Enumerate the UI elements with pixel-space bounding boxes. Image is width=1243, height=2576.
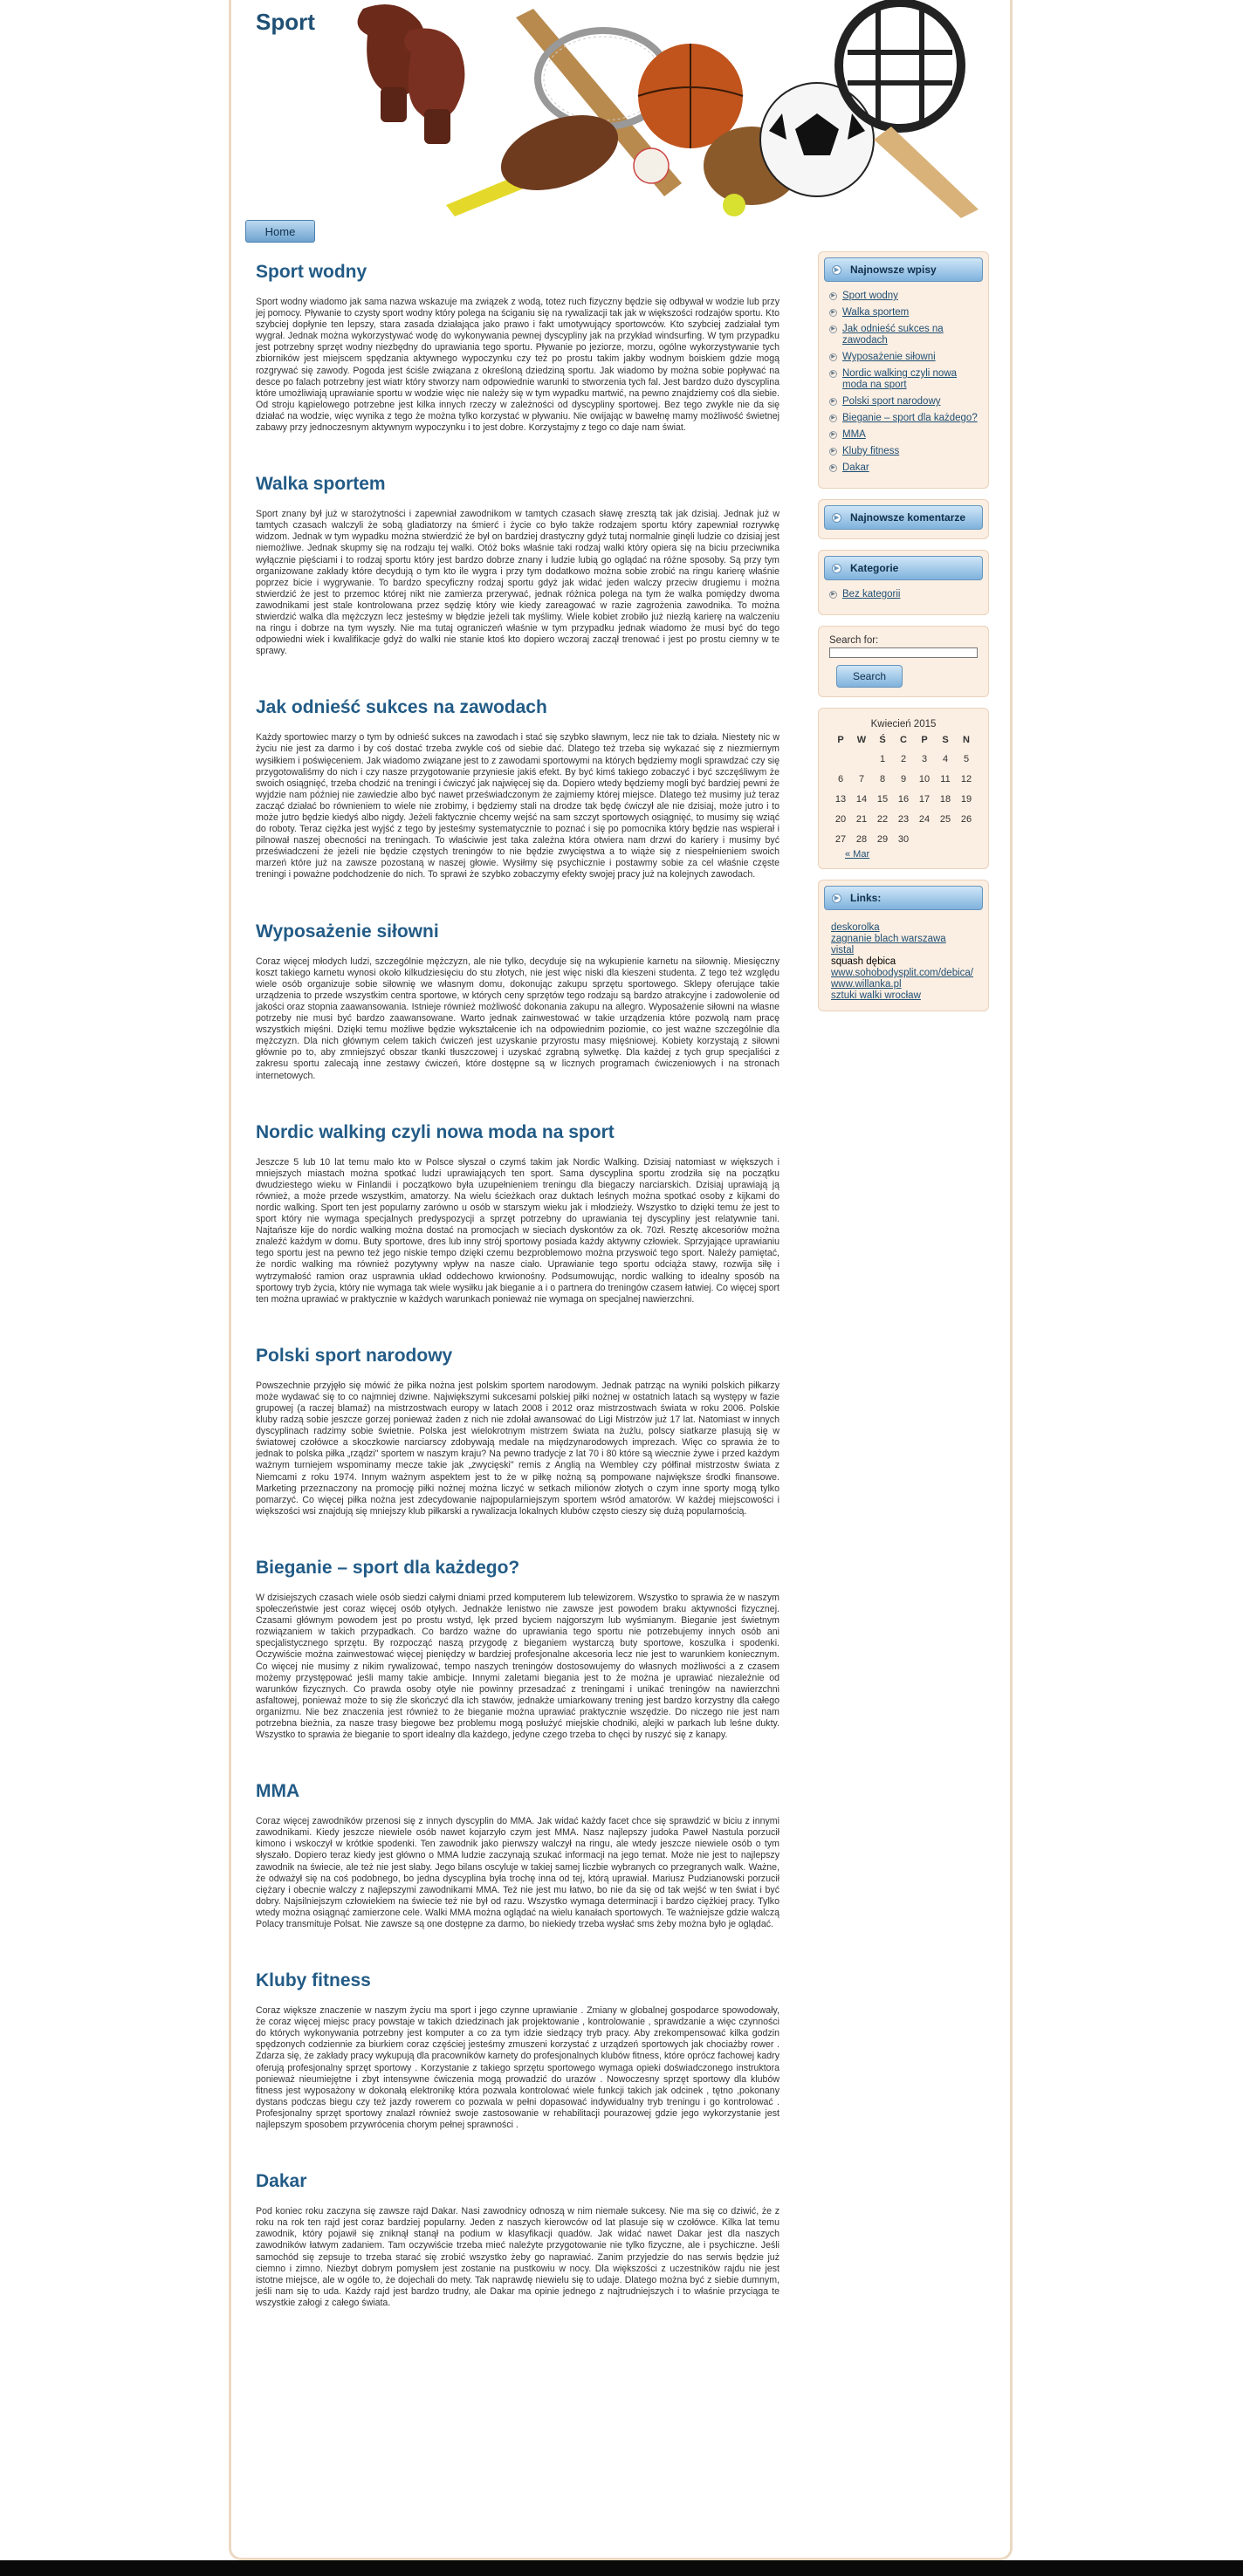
calendar-day: 17 bbox=[918, 793, 931, 805]
post bbox=[256, 1970, 779, 2131]
categories-widget bbox=[818, 550, 989, 615]
calendar-day: 15 bbox=[876, 793, 889, 805]
list-item bbox=[829, 462, 983, 474]
arrow-right-icon: ▶ bbox=[829, 370, 837, 378]
external-link[interactable]: sztuki walki wrocław bbox=[831, 990, 921, 1001]
post-title[interactable]: Kluby fitness bbox=[256, 1970, 371, 1991]
arrow-right-icon: ▶ bbox=[829, 431, 837, 439]
recent-post-link[interactable]: Kluby fitness bbox=[842, 446, 900, 456]
sidebar bbox=[818, 251, 989, 1022]
widget-header bbox=[824, 556, 983, 580]
calendar-day: 9 bbox=[900, 773, 907, 784]
search-label: Search for: bbox=[829, 635, 879, 646]
calendar-day: 23 bbox=[897, 813, 910, 825]
list-item bbox=[829, 307, 983, 319]
post-title[interactable]: Bieganie – sport dla każdego? bbox=[256, 1557, 520, 1578]
post-body: Sport znany był już w starożytności i zapewniał zawodnikom w tamtych czasach sławę zresztą tak jak dzisiaj. Jednak już w tamtych czasach walczyli że sobą gladiatorzy na śmierć i życie co było także rodzajem sportu który zapewniał rozrywkę widzom. Jednak w tym wypadku można stwierdzić że był on bardziej drastyczny gdyż tutaj normalnie ginęli ludzie co dzisiaj jest niemożliwe. Jednak skupmy się na rodzaju tej walki. Otóż boks właśnie taki rodzaj walki który opiera się na biciu przeciwnika wyłącznie pięściami i to rodzaj sportu który jest bardzo dobrze znany i ludzie lubią go oglądać na różne sposoby. Są przy tym organizowane zakłady które decydują o tym kto ile wygra i przy tym dodatkowo można sobie zrobić na ringu karierę właśnie poprzez bicie i wygrywanie. To bardzo specyficzny rodzaj sportu gdyż jak widać jeden walczy przeciw drugiemu i można stwierdzić że jest to przemoc której nikt nie zamierza przerywać, jednak różnica polega na tym że walka pomiędzy dwoma zawodnikami jest stale kontrolowana przez sędzię który wie kiedy zareagować w razie zagrożenia zawodnika. To można stwierdzić walka dla mężczyzn lecz jesteśmy w błędzie jeżeli tak myślimy. Wiele kobiet zrobiło już niezłą karierę na walczeniu na ringu i dobrze na tym wyszły. Nie ma tutaj ograniczeń właśnie w tym przypadku jednak wiadomo że musi być do tego odpowiedni wiek i kwalifikacje gdyż do walki nie stanie ktoś kto dopiero wczoraj zaczął trenować i jest po prostu ciemny w te sprawy. bbox=[256, 509, 779, 657]
calendar-day: 19 bbox=[960, 793, 972, 805]
list-item bbox=[829, 396, 983, 408]
recent-posts-widget bbox=[818, 251, 989, 489]
post bbox=[256, 1558, 779, 1741]
arrow-right-icon: ▶ bbox=[832, 265, 841, 275]
calendar-day: 5 bbox=[963, 753, 970, 764]
widget-title: Links: bbox=[850, 892, 882, 904]
calendar-day bbox=[956, 829, 977, 849]
post-title[interactable]: Nordic walking czyli nowa moda na sport bbox=[256, 1121, 615, 1142]
arrow-right-icon: ▶ bbox=[832, 513, 841, 523]
list-item bbox=[829, 368, 983, 391]
calendar-day bbox=[830, 749, 851, 769]
arrow-right-icon: ▶ bbox=[829, 464, 837, 472]
post-body: Coraz więcej zawodników przenosi się z innych dyscyplin do MMA. Jak widać każdy facet chce się sprawdzić w biciu z innymi zawodnikami. Kiedy jeszcze niewiele osób nawet kojarzyło czym jest MMA. Nasz najlepszy judoka Paweł Nastula porzucił kimono i wskoczył w krótkie spodenki. Ten zawodnik jako pierwszy walczył na ringu, ale wtedy jeszcze niewiele osób o tym słyszało. Dopiero teraz kiedy jest główno o MMA ludzie zaczynają szukać informacji na jego temat. Może nie jest to najlepszy zawodnik na świecie, ale też nie jest słaby. Jego bilans oscyluje w takiej samej liczbie wybranych co przegranych walk. Ważne, że odważył się na coś podobnego, bo jedna dyscyplina była trochę inna od tej, którą uprawiał. Mariusz Pudzianowski porzucił ciężary i obecnie walczy z najlepszymi zawodnikami MMA. Też nie jest mu łatwo, bo nie da się od tak wejść w ten świat i być dobry. Najsilniejszym człowiekiem na świecie też nie był od razu. Wszystko wymaga determinacji i bardzo ciężkiej pracy. Tylko wtedy można osiągnąć zamierzone cele. Walki MMA można oglądać na wielu kanałach sportowych. Te ważniejsze gdzie walczą Polacy transmituje Polsat. Nie zawsze są one dostępne za darmo, bo niekiedy trzeba wysłać sms żeby można było je oglądać. bbox=[256, 1816, 780, 1929]
external-link[interactable]: zagnanie blach warszawa bbox=[831, 934, 946, 944]
search-button[interactable]: Search bbox=[836, 665, 903, 688]
post-title[interactable]: Polski sport narodowy bbox=[256, 1345, 453, 1366]
calendar-day: 1 bbox=[879, 753, 886, 764]
post-title[interactable]: Dakar bbox=[256, 2171, 307, 2192]
arrow-right-icon: ▶ bbox=[829, 353, 837, 361]
search-widget bbox=[818, 626, 989, 697]
calendar-day: 3 bbox=[921, 753, 928, 764]
sports-banner-image bbox=[315, 0, 987, 218]
arrow-right-icon: ▶ bbox=[832, 564, 841, 573]
calendar-day: 2 bbox=[900, 753, 907, 764]
recent-comments-widget bbox=[818, 499, 989, 539]
recent-post-link[interactable]: Jak odnieść sukces na zawodach bbox=[842, 324, 944, 346]
recent-post-link[interactable]: Sport wodny bbox=[842, 291, 898, 301]
calendar-day: 14 bbox=[855, 793, 868, 805]
calendar-day: 24 bbox=[918, 813, 931, 825]
widget-title: Kategorie bbox=[850, 562, 899, 574]
arrow-right-icon: ▶ bbox=[829, 414, 837, 422]
site-title[interactable]: Sport bbox=[256, 9, 315, 35]
calendar-day-header: P bbox=[921, 735, 928, 745]
post-body: Coraz większe znaczenie w naszym życiu ma sport i jego czynne uprawianie . Zmiany w globalnej gospodarce spowodowały, że coraz więcej miejsc pracy powstaje w takich dziedzinach jak projektowanie , kontrolowanie , sprawdzanie a więc czynności do których wykonywania potrzebny jest komputer a co za tym idzie siedzący tryb pracy. Aby zrekompensować kilka godzin spędzonych codziennie za biurkiem coraz częściej jesteśmy zmuszeni korzystać z urządzeń sportowych jak chociażby rower . Zdarza się, że zakłady pracy wykupują dla pracowników karnety do profesjonalnych klubów fitness, które oprócz fachowej kadry oferują profesjonalny sprzęt sportowy . Korzystanie z takiego sprzętu sportowego wymaga opieki doświadczonego instruktora ponieważ nieumiejętne i zbyt intensywne ćwiczenia mogą prowadzić do urazów . Nowoczesny sprzęt sportowy dla klubów fitness jest wyposażony w dokonałą elektronikę która pozwala kontrolować wiele funkcji takich jak odcinek , tętno ,pokonany dystans podczas biegu czy też jazdy rowerem co pozwala w pełni dopasować indywidualny tryb treningu i go kontrolować . Profesjonalny sprzęt sportowy znalazł również swoje zastosowanie w rehabilitacji pourazowej gdzie jego wykorzystanie jest najlepszym sposobem przywrócenia chorym pełnej sprawności . bbox=[256, 2005, 779, 2131]
post-body: Pod koniec roku zaczyna się zawsze rajd Dakar. Nasi zawodnicy odnoszą w nim niemałe sukcesy. Nie ma się co dziwić, że z roku na rok ten rajd jest coraz bardziej popularny. Jeden z naszych kierowców od lat plasuje się w czołówce. Kilka lat temu zawodnik, który pojawił się zniknął stanął na podium w klasyfikacji quadów. Jak widać nawet Dakar jest dla naszych zawodników łatwym zadaniem. Tam oczywiście trzeba mieć naleźyte przygotowanie nie tylko fizyczne, ale i psychiczne. Jeśli samochód się zepsuje to trzeba starać się zrobić wszystko żeby go naprawiać. Zanim przyjedzie do nas serwis będzie już ciemno i zimno. Niezbyt dobrym pomysłem jest zostanie na pustkowiu w nocy. Dla większości z uczestników rajdu nie jest istotne miejsce, ale w ogóle to, że dojechali do mety. Tak naprawdę niewielu się to udaje. Dlatego można być z siebie dumnym, jeśli nam się to uda. Każdy rajd jest bardzo trudny, ale Dakar ma opinie jednego z najtrudniejszych i to właśnie przyciąga te wszystkie załogi z całego świata. bbox=[256, 2206, 779, 2308]
posts-list bbox=[256, 253, 779, 2349]
post bbox=[256, 2171, 779, 2309]
post-title[interactable]: Jak odnieść sukces na zawodach bbox=[256, 697, 547, 718]
recent-post-link[interactable]: Nordic walking czyli nowa moda na sport bbox=[842, 368, 958, 390]
widget-header bbox=[824, 886, 983, 910]
calendar-day: 10 bbox=[918, 773, 931, 784]
post-title[interactable]: Sport wodny bbox=[256, 262, 367, 282]
arrow-right-icon: ▶ bbox=[832, 894, 841, 903]
category-link[interactable]: Bez kategorii bbox=[842, 589, 901, 599]
calendar-day: 16 bbox=[897, 793, 910, 805]
recent-post-link[interactable]: Wyposażenie siłowni bbox=[842, 352, 936, 362]
calendar-caption: Kwiecień 2015 bbox=[870, 719, 937, 730]
post bbox=[256, 697, 779, 880]
external-link[interactable]: www.sohobodysplit.com/debica/ bbox=[831, 968, 973, 978]
list-item bbox=[829, 446, 983, 457]
arrow-right-icon: ▶ bbox=[829, 398, 837, 406]
post bbox=[256, 1122, 779, 1305]
post bbox=[256, 474, 779, 657]
widget-header bbox=[824, 257, 983, 282]
calendar-day: 8 bbox=[879, 773, 886, 784]
links-list bbox=[824, 910, 983, 1002]
nav-home-button[interactable]: Home bbox=[245, 220, 315, 243]
calendar-day: 13 bbox=[834, 793, 847, 805]
calendar-day: 4 bbox=[942, 753, 949, 764]
link-text: squash dębica bbox=[831, 956, 896, 967]
arrow-right-icon: ▶ bbox=[829, 591, 837, 599]
arrow-right-icon: ▶ bbox=[829, 448, 837, 456]
bottom-bar bbox=[0, 2560, 1243, 2576]
calendar-day: 28 bbox=[855, 833, 868, 845]
post bbox=[256, 262, 779, 434]
calendar-day bbox=[851, 749, 872, 769]
calendar-day-header: P bbox=[837, 735, 844, 745]
page-container bbox=[229, 0, 1013, 2560]
post-body: Każdy sportowiec marzy o tym by odnieść sukces na zawodach i stać się szybko sławnym, lecz nie tak to działa. Niestety nic w życiu nie jest za darmo i by coś dostać trzeba zwykle coś od siebie dać. Dlatego też trzeba się wykazać się z niezmiernym wysiłkiem i poświęceniem. Jak wiadomo związane jest to z zawodami sportowymi na których będziemy mogli sprawdzać czy się przygotowaliśmy do nich i czy nasze przygotowanie przyniesie jakiś efekt. By być kimś takiego zobaczyć i być szczęśliwym że swoich osiągnięć, trzeba chodzić na treningi i ćwiczyć jak najwięcej się da. Dopiero wtedy będziemy mogli być bardziej pewni że wyjdzie nam później nie zawiedzie albo być nawet przeświadczonym że zajmiemy której miejsce. Dlatego też musimy już teraz zacząć działać bo równieniem to wiele nie zrobimy, i będziemy stali na drodze tak będę ćwiczył ale nie dzisiaj, może jutro i to może jutro będzie kiedyś albo nigdy. Jeżeli faktycznie chcemy wejść na sam szczyt sportowych osiągnięć, to musimy się wziąć do roboty. Teraz ciężka jest wyjść z tego by jesteśmy systematycznie to poznać i się po pomocnika który będzie nas wspierał i pilnował naszej obecności na treningach. To właściwie jest taka zależna która otwiera nam drzwi do kariery i musimy być przeświadczeni że jeżeli nie będzie częstych treningów to nie będzie zwycięstwa a to wiąże się z niespełnieniem swoich marzeń które już na zawsze pozostaną w naszej głowie. Wysiłmy się psychicznie i postawmy sobie za cel właśnie częste treningi i poważne podchodzenie do nich. To sprawi że szybko zobaczymy efekty swojej pracy już na kolejnych zawodach. bbox=[256, 732, 780, 880]
list-item bbox=[829, 429, 983, 441]
widget-title: Najnowsze wpisy bbox=[850, 264, 937, 276]
external-link[interactable]: deskorolka bbox=[831, 922, 880, 933]
calendar-day: 30 bbox=[897, 833, 910, 845]
calendar-day: 11 bbox=[940, 773, 951, 784]
site-header bbox=[245, 0, 998, 218]
recent-post-link[interactable]: Walka sportem bbox=[842, 307, 910, 318]
external-link[interactable]: www.willanka.pl bbox=[831, 979, 902, 990]
recent-post-link[interactable]: MMA bbox=[842, 429, 866, 440]
post-body: Jeszcze 5 lub 10 lat temu mało kto w Polsce słyszał o czymś takim jak Nordic Walking. Dzisiaj natomiast w większych i mniejszych miastach można spotkać ludzi uprawiających ten sport. Sama dyscyplina sportu zrodziła się na początku dwudziestego wieku w Finlandii i początkowo była uzupełnieniem treningu dla biegaczy narciarskich. Dzisiaj uprawiają ją również, a może przede wszystkim, amatorzy. Na wielu ścieżkach oraz duktach leśnych można spotkać osoby z kijkami do nordic walking. Sport ten jest popularny zarówno u osób w starszym wieku jak i młodzieży. Wszystko to dzięki temu że jest to sport który nie wymaga specjalnych predyspozycji a sprzęt potrzebny do uprawiania tej dyscypliny jest relatywnie tani. Najtańsze kije do nordic walking można dostać na promocjach w sieciach dyskontów za ok. 70zł. Resztę akcesoriów można znaleźć każdym w domu. Buty sportowe, dres lub inny strój sportowy posiada każdy aktywny człowiek. Sprzyjające uprawianiu tego sportu jest na pewno też jego niskie tempo dzięki czemu bezproblemowo można przyswoić tego sport. Należy pamiętać, że nordic walking ma również pozytywny wpływ na nasze ciało. Uprawianie tego sportu odciąża stawy, rozwija siłę i wytrzymałość ramion oraz usprawnia układ oddechowo krwionośny. Podsumowując, nordic walking to idealny sposób na sportowy tryb życia, który nie wymaga tak wiele wysiłku jak bieganie a i o partnera do treningów czasem łatwiej. Co więcej sport ten można uprawiać w praktycznie w każdych warunkach ponieważ nie wymaga on specjalnej nawierzchni. bbox=[256, 1156, 779, 1305]
calendar-day: 20 bbox=[834, 813, 847, 825]
main-nav bbox=[245, 220, 998, 244]
calendar-day: 27 bbox=[834, 833, 847, 845]
calendar-day-header: W bbox=[856, 735, 867, 745]
recent-post-link[interactable]: Polski sport narodowy bbox=[842, 396, 941, 407]
post-body: W dzisiejszych czasach wiele osób siedzi całymi dniami przed komputerem lub telewizorem. Wszystko to sprawia że w naszym społeczeństwie jest coraz więcej osób otyłych. Jednakże lenistwo nie zawsze jest powodem braku aktywności fizycznej. Czasami głównym powodem jest po prostu wstyd, lęk przed byciem najgorszym lub wyśmianym. Bieganie jest świetnym rozwiązaniem w takich przypadkach. Co bardzo ważne do uprawiania tego sportu nie potrzebujemy innych osób ani specjalistycznego sprzętu. By rozpocząć naszą przygodę z bieganiem wystarczą buty sportowe, koszulka i spodenki. Oczywiście można zainwestować więcej pieniędzy w bardziej profesjonalne akcesoria lecz nie jest to warunkiem koniecznym. Co więcej nie musimy z nikim rywalizować, tempo naszych treningów dostosowujemy do własnych możliwości a z czasem możemy przystępować jeśli mamy takie ambicje. Innymi zaletami biegania jest to że można je uprawiać niezależnie od warunków fizycznych. Co prawda osoby otyłe nie powinny przesadzać z treningami i unikać treningów na nawierzchni asfaltowej, ponieważ może to się źle skończyć dla ich stawów, jednakże umiarkowany trening jest bardzo korzystny dla całego organizmu. Nie bez znaczenia jest również to że bieganie można uprawiać praktycznie wszędzie. Do niczego nie jest nam potrzebna bieżnia, za nasze trasy biegowe bez problemu mogą posłużyć miejskie chodniki, alejki w parkach lub leśne dukty. Wszystko to sprawia że bieganie to sport idealny dla każdego, jedyne czego trzeba to chęci by ruszyć się z kanapy. bbox=[256, 1592, 779, 1741]
calendar-day: 12 bbox=[960, 773, 972, 784]
calendar-widget bbox=[818, 708, 989, 869]
post-title[interactable]: Wyposażenie siłowni bbox=[256, 921, 439, 942]
calendar-day-header: Ś bbox=[879, 735, 886, 745]
post-body: Sport wodny wiadomo jak sama nazwa wskazuje ma związek z wodą, totez ruch fizyczny będzie się odbywał w wodzie lub przy jej pomocy. Pływanie to czysty sport wodny który polega na ściganiu się na rywalizacji tak jak w większości rodzajów sportu. Kto szybciej dopłynie ten lepszy, stara zasada działająca jako prawo i fakt umotywujący sportowców. Kto szybciej zadziałał tym wygrał. Jednak można wykorzystywać wodę do wykonywania pewnej dyscypliny jak na przykład windsurfing. W tym przypadku jest potrzebny sprzęt wodny niezbędny do uprawiania tego sportu. Pływanie po jeziorze, morzu, ogólne wykorzystywanie tych zbiorników jest miejscem spędzania aktywnego wypoczynku czy też po prostu takim jakby wodnym boiskiem gdzie mogą rozgrywać się zawody. Pogoda jest ściśle związana z określoną dziedziną sportu. Jak wiadomo by można sobie popływać na desce po falach potrzebny jest wiatr który stworzy nam odpowiednie warunki to stworzenia tych fal. Jest bardzo dużo dyscyplina które umożliwiają uprawianie sportu w wodzie więc nie należy się w tym wypadku martwić, na pewno znajdziemy coś dla siebie. Od stroju kąpielowego potrzebne jest kilka innych rzeczy w zależności od dyscypliny sportowej. Bez tego zwykle nie da się działać na wodzie, więc wynika z tego że można tylko korzystać w pływaniu. Nie owijając w bawełnę mamy możliwość świetnej zabawy przy jednoczesnym aktywnym wypoczynku i to jest dobre. Korzystajmy z tego co daje nam świat. bbox=[256, 297, 779, 434]
recent-post-link[interactable]: Bieganie – sport dla każdego? bbox=[842, 413, 978, 423]
recent-post-link[interactable]: Dakar bbox=[842, 462, 869, 473]
calendar-day: 7 bbox=[858, 773, 865, 784]
post-title[interactable]: Walka sportem bbox=[256, 474, 386, 495]
post bbox=[256, 921, 779, 1082]
arrow-right-icon: ▶ bbox=[829, 325, 837, 333]
post-body: Coraz więcej młodych ludzi, szczególnie mężczyzn, ale nie tylko, decyduje się na wykupienie karnetu na siłownię. Miesięczny koszt takiego karnetu wynosi około kilkudziesięciu do stu złotych, nie jest więc niski dla kieszeni studenta. Z tego też względu wiele osób organizuje sobie siłownię we własnym domu, dokonując zakupu sprzętu sportowego. Sklepy oferujące takie urządzenia to przede wszystkim centra sportowe, w których ceny sprzętów tego rodzaju są bardzo atrakcyjne i zadowolenie od jakości oraz stopnia zaawansowania. Istnieje również możliwość dokonania zakupu na allegro. Wyposażenie siłowni na własne potrzeby nie musi być bardzo zaawansowane. Warto jednak zainwestować w takie urządzenia które pozwolą nam pracę wszystkich mięśni. Dzięki temu możliwe będzie wykształcenie ich na odpowiednim poziomie, co jest ważne szczególnie dla mężczyzn. Dla nich głównym celem takich ćwiczeń jest uzyskanie przyrostu masy mięśniowej. Kobiety korzystają z siłowni głównie po to, aby zmniejszyć obszar tkanki tłuszczowej i uzyskać zgrabną sylwetkę. Dla każdej z tych grup specjaliści z zakresu sportu zalecają inne zestawy ćwiczeń, które dostępne są w licznych programach ćwiczeniowych i na stronach internetowych. bbox=[256, 956, 779, 1081]
calendar bbox=[830, 719, 977, 849]
calendar-day: 26 bbox=[960, 813, 972, 825]
calendar-day bbox=[935, 829, 956, 849]
calendar-day: 6 bbox=[837, 773, 844, 784]
arrow-right-icon: ▶ bbox=[829, 309, 837, 317]
post bbox=[256, 1346, 779, 1518]
calendar-day: 22 bbox=[876, 813, 889, 825]
calendar-day-header: S bbox=[942, 735, 949, 745]
widget-header bbox=[824, 505, 983, 530]
list-item bbox=[829, 589, 983, 600]
calendar-day: 18 bbox=[939, 793, 951, 805]
calendar-day: 29 bbox=[876, 833, 889, 845]
links-widget bbox=[818, 880, 989, 1011]
widget-title: Najnowsze komentarze bbox=[850, 511, 966, 524]
list-item bbox=[829, 324, 983, 346]
calendar-prev-link[interactable]: « Mar bbox=[845, 849, 870, 860]
calendar-day-header: N bbox=[963, 735, 970, 745]
calendar-day-header: C bbox=[900, 735, 907, 745]
post-body: Powszechnie przyjęło się mówić że piłka nożna jest polskim sportem narodowym. Jednak patrząc na wyniki polskich piłkarzy może wydawać się to co najmniej dziwne. Największymi sukcesami polskiej piłki nożnej w ostatnich latach są występy w fazie grupowej (a raczej blamaż) na mistrzostwach europy w latach 2008 i 2012 oraz mistrzostwach świata w roku 2006. Polskie kluby radzą sobie jeszcze gorzej ponieważ żaden z nich nie zdołał awansować do Ligi Mistrzów już 17 lat. Natomiast w innych dyscyplinach radzimy sobie świetnie. Polska jest wielokrotnym mistrzem świata na żużlu, polscy siatkarze plasują się w światowej czołówce a skoczkowie narciarscy zdobywają medale na międzynarodowych imprezach. Więc co sprawia że to jednak to polska piłka „rządzi" sportem w naszym kraju? Na pewno tradycje z lat 70 i 80 które są wiecznie żywe i przed każdym ważnym turniejem wspominamy mecze takie jak „zwycięski" remis z Anglią na Wembley czy półfinał mistrzostw świata z Niemcami z roku 1974. Innym ważnym aspektem jest to że w piłkę nożną są pompowane największe środki finansowe. Marketing przeznaczony na promocję piłki nożnej można liczyć w setkach milionów złotych o czym inne sporty mogą tylko pomarzyć. Co więcej piłka nożna jest zdecydowanie najpopularniejszym sportem wśród amatorów. W każdej miejscowości i większości wsi znajdują się mniejszy klub piłkarski a rywalizacja lokalnych klubów często cieszy się dużą popularnością. bbox=[256, 1380, 779, 1517]
list-item bbox=[829, 352, 983, 363]
calendar-day bbox=[914, 829, 935, 849]
post bbox=[256, 1781, 779, 1930]
arrow-right-icon: ▶ bbox=[829, 292, 837, 300]
list-item bbox=[829, 413, 983, 424]
post-title[interactable]: MMA bbox=[256, 1781, 300, 1802]
calendar-day: 25 bbox=[939, 813, 951, 825]
list-item bbox=[829, 291, 983, 302]
external-link[interactable]: vistal bbox=[831, 945, 855, 956]
search-input[interactable] bbox=[829, 647, 978, 658]
calendar-day: 21 bbox=[855, 813, 868, 825]
